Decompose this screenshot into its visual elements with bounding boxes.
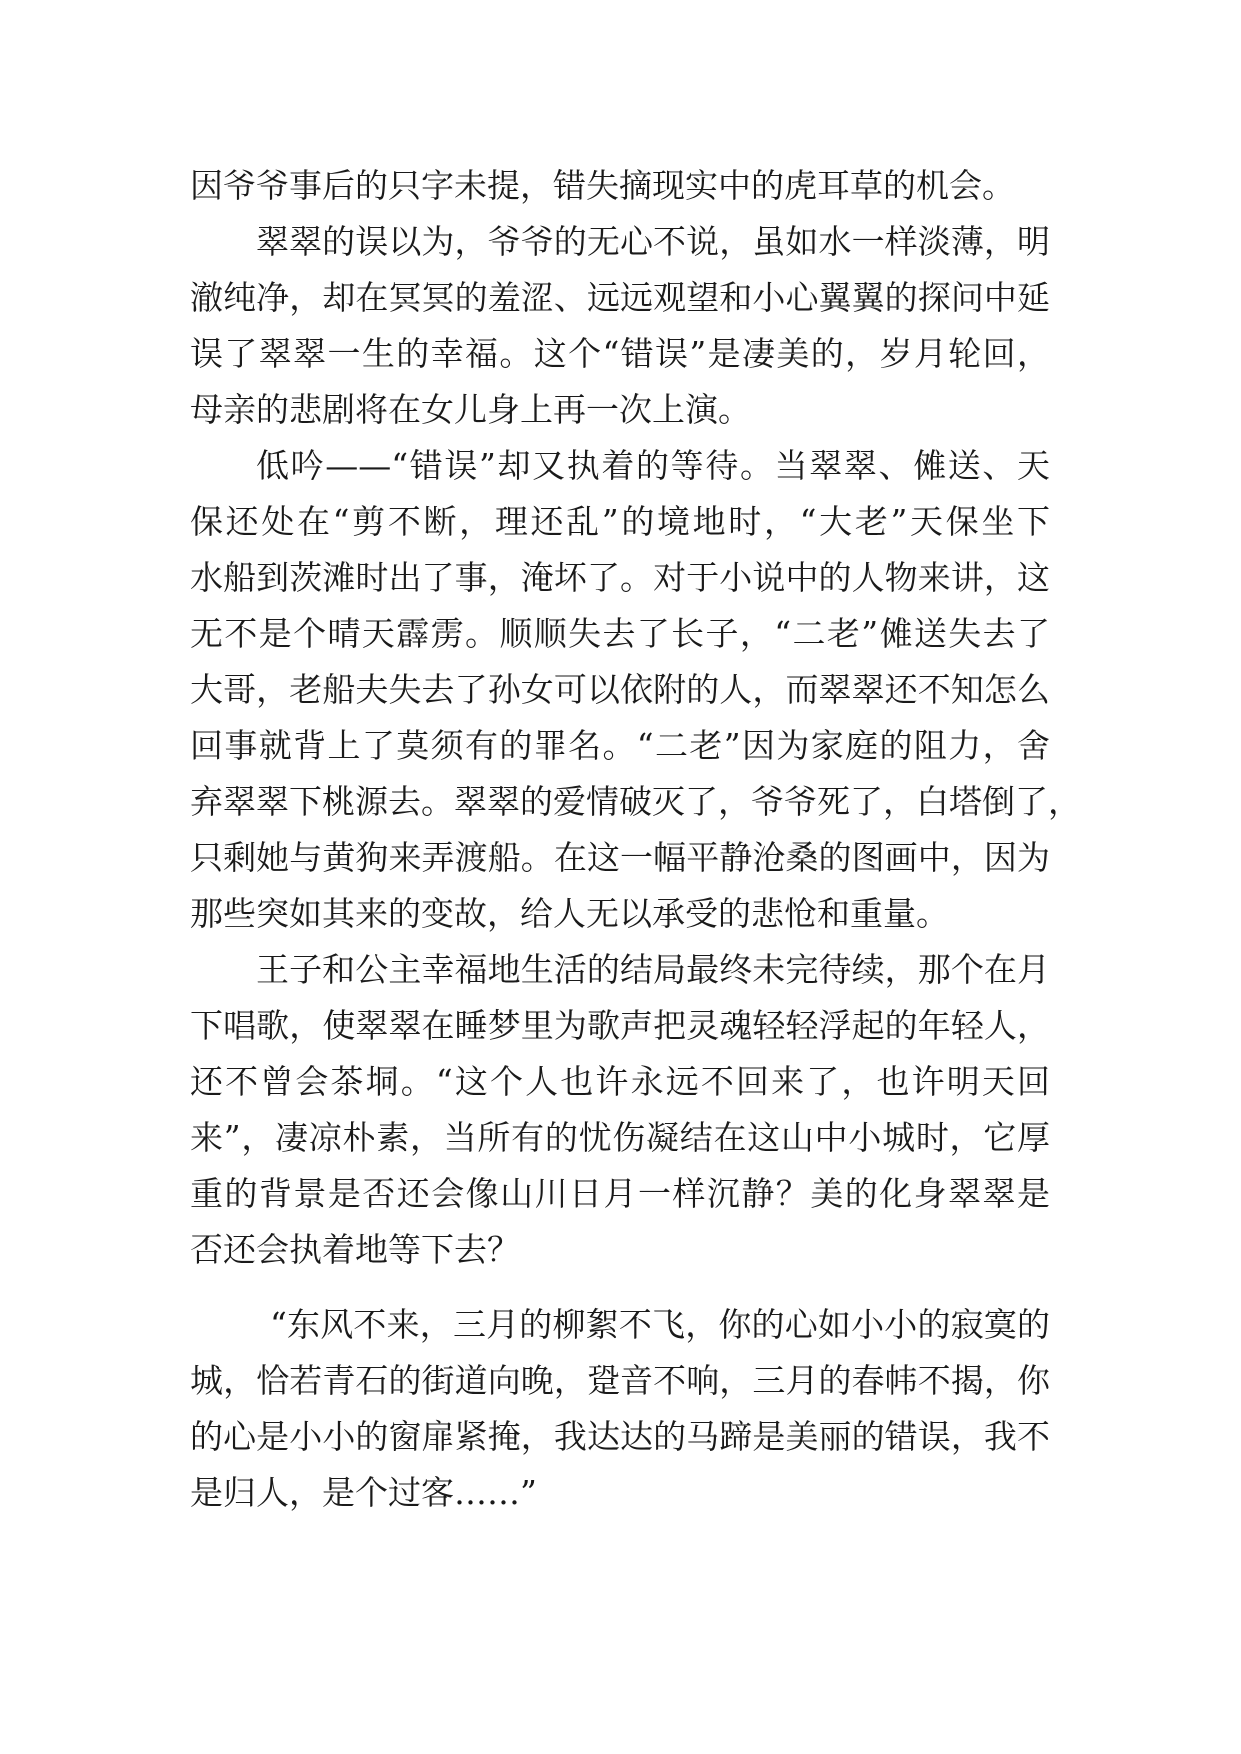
- paragraph-start-line: 翠翠的误以为，爷爷的无心不说，虽如水一样淡薄，明: [256, 222, 1050, 261]
- text-line: 来”，凄凉朴素，当所有的忧伤凝结在这山中小城时，它厚: [190, 1118, 1050, 1157]
- text-line: 重的背景是否还会像山川日月一样沉静？美的化身翠翠是: [190, 1174, 1050, 1213]
- text-line: 因爷爷事后的只字未提，错失摘现实中的虎耳草的机会。: [190, 166, 1015, 205]
- text-line: 是归人，是个过客……”: [190, 1473, 537, 1512]
- text-line: 回事就背上了莫须有的罪名。“二老”因为家庭的阻力，舍: [190, 726, 1050, 765]
- text-line: 否还会执着地等下去？: [190, 1230, 520, 1269]
- text-line: 无不是个晴天霹雳。顺顺失去了长子，“二老”傩送失去了: [190, 614, 1050, 653]
- text-line: 的心是小小的窗扉紧掩，我达达的马蹄是美丽的错误，我不: [190, 1417, 1050, 1456]
- text-line: 还不曾会茶垌。“这个人也许永远不回来了，也许明天回: [190, 1062, 1050, 1101]
- text-line: 澈纯净，却在冥冥的羞涩、远远观望和小心翼翼的探问中延: [190, 278, 1050, 317]
- text-line: 城，恰若青石的街道向晚，跫音不响，三月的春帏不揭，你: [190, 1361, 1050, 1400]
- text-line: 下唱歌，使翠翠在睡梦里为歌声把灵魂轻轻浮起的年轻人，: [190, 1006, 1050, 1045]
- text-line: 只剩她与黄狗来弄渡船。在这一幅平静沧桑的图画中，因为: [190, 838, 1050, 877]
- quote-start-line: “东风不来，三月的柳絮不飞，你的心如小小的寂寞的: [270, 1305, 1050, 1344]
- text-line: 大哥，老船夫失去了孙女可以依附的人，而翠翠还不知怎么: [190, 670, 1050, 709]
- text-line: 水船到茨滩时出了事，淹坏了。对于小说中的人物来讲，这: [190, 558, 1050, 597]
- text-line: 那些突如其来的变故，给人无以承受的悲怆和重量。: [190, 894, 949, 933]
- text-line: 弃翠翠下桃源去。翠翠的爱情破灭了，爷爷死了，白塔倒了，: [190, 782, 1081, 821]
- text-line: 误了翠翠一生的幸福。这个“错误”是凄美的，岁月轮回，: [190, 334, 1050, 373]
- text-line: 母亲的悲剧将在女儿身上再一次上演。: [190, 390, 751, 429]
- paragraph-start-line: 低吟——“错误”却又执着的等待。当翠翠、傩送、天: [256, 446, 1050, 485]
- text-line: 保还处在“剪不断，理还乱”的境地时，“大老”天保坐下: [190, 502, 1050, 541]
- paragraph-start-line: 王子和公主幸福地生活的结局最终未完待续，那个在月: [256, 950, 1050, 989]
